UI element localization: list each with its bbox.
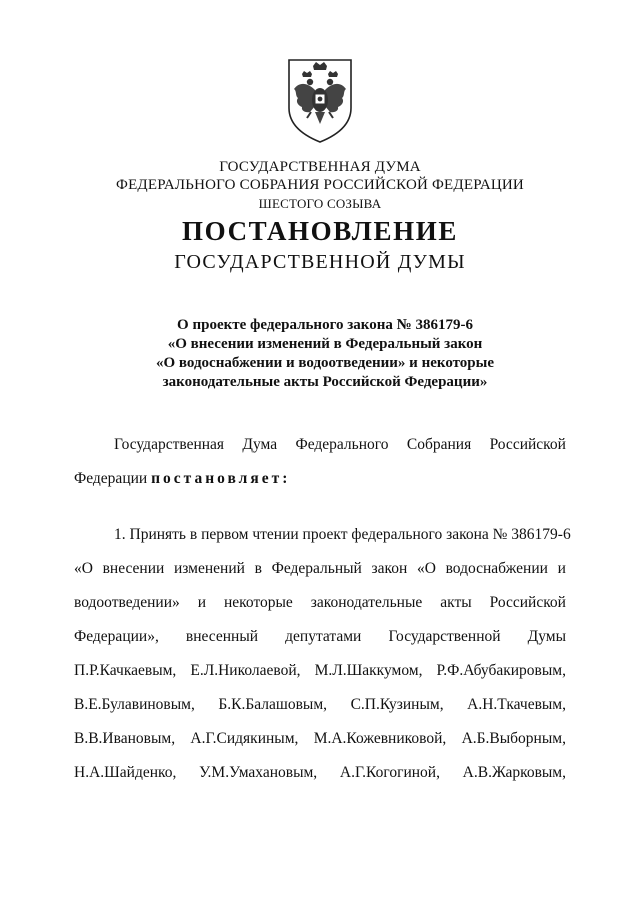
word: акты — [440, 594, 472, 611]
word: и — [197, 594, 207, 611]
header-line-convocation: ШЕСТОГО СОЗЫВА — [258, 196, 382, 211]
russian-coat-of-arms-icon — [285, 56, 355, 144]
item-1-paragraph — [74, 518, 571, 790]
word: изменений — [173, 560, 245, 577]
resolves-keyword: постановляет: — [151, 470, 291, 487]
word: в — [254, 560, 262, 577]
word: некоторые — [223, 594, 293, 611]
item-line — [74, 688, 566, 722]
deputy-name: Р.Ф.Абубакировым, — [436, 662, 566, 679]
subject-line: «О внесении изменений в Федеральный закон — [167, 336, 483, 352]
item-line — [74, 654, 566, 688]
deputy-name: В.В.Ивановым, — [74, 730, 176, 747]
subject-block — [80, 316, 570, 392]
word: Государственной — [388, 628, 501, 645]
item-line — [74, 756, 566, 790]
preamble-line — [74, 428, 566, 462]
word: Федерального — [295, 436, 389, 453]
deputy-name: А.Н.Ткачевым, — [467, 696, 566, 713]
word: Федерации», — [74, 628, 159, 645]
document-title: ПОСТАНОВЛЕНИЕ — [182, 216, 458, 246]
subject-line: законодательные акты Российской Федерации» — [162, 374, 488, 390]
word: «О — [416, 560, 436, 577]
deputy-name: М.А.Кожевниковой, — [313, 730, 447, 747]
item-line — [74, 722, 566, 756]
word: законодательные — [310, 594, 423, 611]
word: водоотведении» — [74, 594, 180, 611]
word: водоснабжении — [445, 560, 548, 577]
word: Российской — [489, 594, 566, 611]
deputy-name: Б.К.Балашовым, — [218, 696, 328, 713]
word: Российской — [489, 436, 566, 453]
subject-line: О проекте федерального закона № 386179-6 — [177, 317, 473, 333]
word: Дума — [242, 436, 278, 453]
word: и — [557, 560, 566, 577]
word: Думы — [527, 628, 566, 645]
header-line-federal-assembly: ФЕДЕРАЛЬНОГО СОБРАНИЯ РОССИЙСКОЙ ФЕДЕРАЦИИ — [116, 177, 524, 193]
document-subtitle: ГОСУДАРСТВЕННОЙ ДУМЫ — [174, 251, 466, 273]
word: закон — [371, 560, 408, 577]
word: Государственная — [114, 436, 225, 453]
deputy-name: А.Г.Сидякиным, — [190, 730, 299, 747]
deputy-name: Н.А.Шайденко, — [74, 764, 177, 781]
subject-line: «О водоснабжении и водоотведении» и некоторые — [155, 355, 495, 371]
preamble-text: Федерации — [74, 470, 152, 487]
word: внесенный — [185, 628, 259, 645]
deputy-name: М.Л.Шаккумом, — [314, 662, 423, 679]
word: «О — [74, 560, 93, 577]
deputy-name: У.М.Умахановым, — [199, 764, 318, 781]
preamble-paragraph — [74, 428, 566, 496]
deputy-name: Е.Л.Николаевой, — [190, 662, 301, 679]
deputy-name: В.Е.Булавиновым, — [74, 696, 195, 713]
deputy-name: А.В.Жарковым, — [462, 764, 566, 781]
item-line — [74, 620, 566, 654]
deputy-name: П.Р.Качкаевым, — [74, 662, 177, 679]
deputy-name: С.П.Кузиным, — [350, 696, 444, 713]
word: внесении — [102, 560, 165, 577]
deputy-name: А.Г.Когогиной, — [339, 764, 440, 781]
word: Собрания — [406, 436, 472, 453]
item-line — [74, 586, 566, 620]
word: Федеральный — [271, 560, 362, 577]
item-line — [74, 552, 566, 586]
deputy-name: А.Б.Выборным, — [461, 730, 566, 747]
word: депутатами — [285, 628, 362, 645]
item-line: 1. Принять в первом чтении проект федерального закона № 386179-6 — [114, 526, 571, 543]
preamble-line — [74, 462, 566, 496]
header-line-duma: ГОСУДАРСТВЕННАЯ ДУМА — [219, 159, 421, 175]
